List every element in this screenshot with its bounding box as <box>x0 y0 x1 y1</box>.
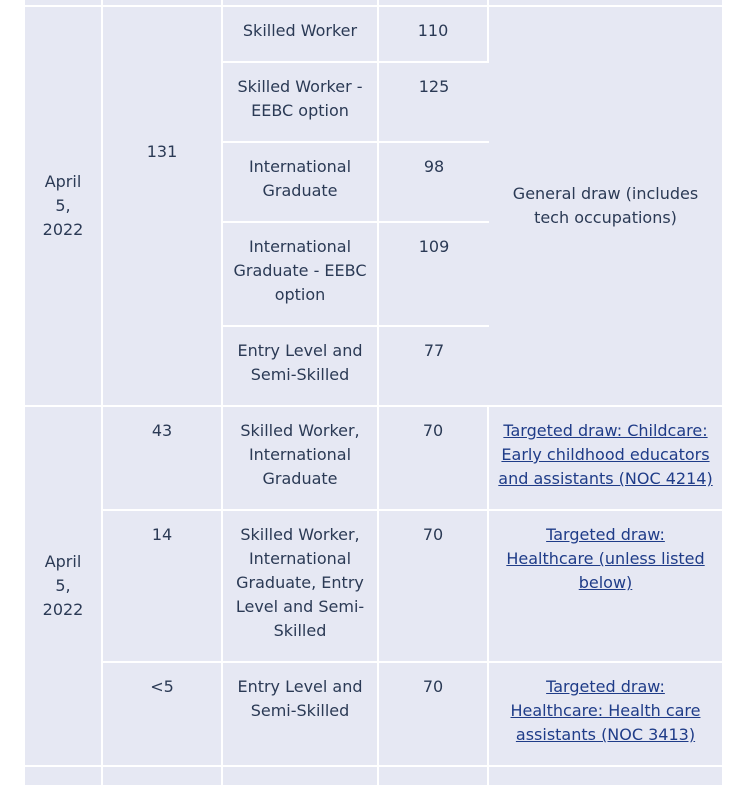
draw-results-table <box>25 0 722 787</box>
draw-type-cell <box>489 663 722 767</box>
score-cell: 77 <box>379 327 489 407</box>
draw-type-cell: General draw (includes tech occupations) <box>489 7 722 407</box>
score-cell: 70 <box>379 663 489 767</box>
score-cell: 125 <box>379 63 489 143</box>
stream-cell: International Graduate - EEBC option <box>223 223 379 327</box>
stream-cell: Skilled Worker, International Graduate, Entry Level and Semi-Skilled <box>223 511 379 663</box>
table-row <box>25 407 722 511</box>
score-cell: 110 <box>379 7 489 63</box>
draw-type-link-health-care-assistants[interactable]: Targeted draw: Healthcare: Health care assistants (NOC 3413) <box>510 677 701 744</box>
table-row <box>25 511 722 663</box>
draw-type-link-childcare[interactable]: Targeted draw: Childcare: Early childhood educators and assistants (NOC 4214) <box>498 421 713 488</box>
score-cell: 109 <box>379 223 489 327</box>
table-row-partial-top <box>25 0 722 7</box>
table-row-partial-bottom <box>25 767 722 787</box>
draw-type-link-healthcare[interactable]: Targeted draw: Healthcare (unless listed below) <box>506 525 705 592</box>
stream-cell: Skilled Worker - EEBC option <box>223 63 379 143</box>
invitations-cell: 131 <box>103 7 223 407</box>
stream-cell: Entry Level and Semi-Skilled <box>223 663 379 767</box>
table-row <box>25 663 722 767</box>
score-cell: 98 <box>379 143 489 223</box>
invitations-cell: <5 <box>103 663 223 767</box>
draw-type-cell <box>489 407 722 511</box>
table-row <box>25 7 722 63</box>
draw-type-cell <box>489 511 722 663</box>
draw-results-table-wrapper <box>25 0 722 787</box>
draw-date-cell: April 5, 2022 <box>25 7 103 407</box>
invitations-cell: 14 <box>103 511 223 663</box>
stream-cell: International Graduate <box>223 143 379 223</box>
stream-cell: Skilled Worker, International Graduate <box>223 407 379 511</box>
draw-date-cell: April 5, 2022 <box>25 407 103 767</box>
stream-cell: Entry Level and Semi-Skilled <box>223 327 379 407</box>
score-cell: 70 <box>379 407 489 511</box>
invitations-cell: 43 <box>103 407 223 511</box>
score-cell: 70 <box>379 511 489 663</box>
stream-cell: Skilled Worker <box>223 7 379 63</box>
